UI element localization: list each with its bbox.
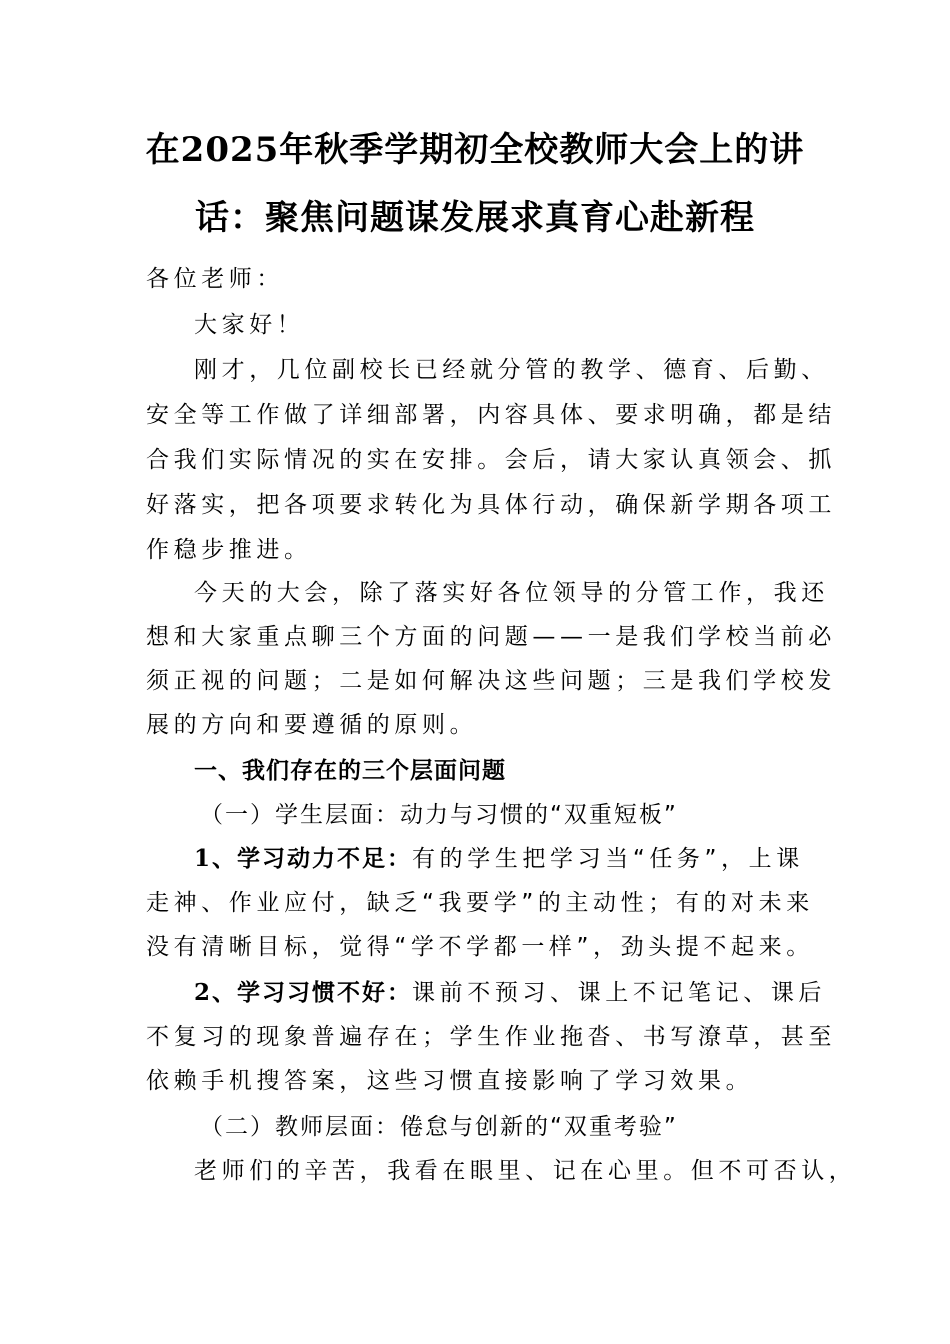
item-1-text: 有的学生把学习当“任务”，上课 [412,846,804,872]
paragraph-1-line-3: 合我们实际情况的实在安排。会后，请大家认真领会、抓 [146,447,836,473]
paragraph-2-line-4: 展的方向和要遵循的原则。 [146,712,478,738]
item-2-line-2: 不复习的现象普遍存在；学生作业拖沓、书写潦草，甚至 [146,1024,836,1050]
item-1-line-3: 没有清晰目标，觉得“学不学都一样”，劲头提不起来。 [146,934,814,960]
item-2-text: 课前不预习、课上不记笔记、课后 [412,980,827,1006]
paragraph-2-line-2: 想和大家重点聊三个方面的问题——一是我们学校当前必 [146,624,836,650]
item-2-lead: 2、学习习惯不好： [194,979,413,1006]
item-2-line-3: 依赖手机搜答案，这些习惯直接影响了学习效果。 [146,1068,754,1094]
section-1-heading: 一、我们存在的三个层面问题 [194,758,506,784]
item-1-lead: 1、学习动力不足： [194,845,413,872]
subsection-1-heading: （一）学生层面：动力与习惯的“双重短板” [200,802,678,828]
paragraph-1-line-4: 好落实，把各项要求转化为具体行动，确保新学期各项工 [146,492,836,518]
item-1-line-2: 走神、作业应付，缺乏“我要学”的主动性；有的对未来 [146,890,814,916]
document-title-line-2: 话：聚焦问题谋发展求真育心赴新程 [195,198,755,238]
document-title-line-1: 在2025年秋季学期初全校教师大会上的讲 [145,130,805,170]
item-2-line-1 [194,978,854,1008]
greeting: 大家好！ [194,312,305,338]
subsection-2-heading: （二）教师层面：倦怠与创新的“双重考验” [200,1114,678,1140]
paragraph-2-line-1: 今天的大会，除了落实好各位领导的分管工作，我还 [194,580,829,606]
paragraph-3-line-1: 老师们的辛苦，我看在眼里、记在心里。但不可否认， [194,1158,857,1184]
paragraph-2-line-3: 须正视的问题；二是如何解决这些问题；三是我们学校发 [146,668,836,694]
paragraph-1-line-2: 安全等工作做了详细部署，内容具体、要求明确，都是结 [146,402,836,428]
salutation: 各位老师： [146,266,284,292]
paragraph-1-line-1: 刚才，几位副校长已经就分管的教学、德育、后勤、 [194,357,829,383]
paragraph-1-line-5: 作稳步推进。 [146,537,312,563]
item-1-line-1 [194,844,854,874]
